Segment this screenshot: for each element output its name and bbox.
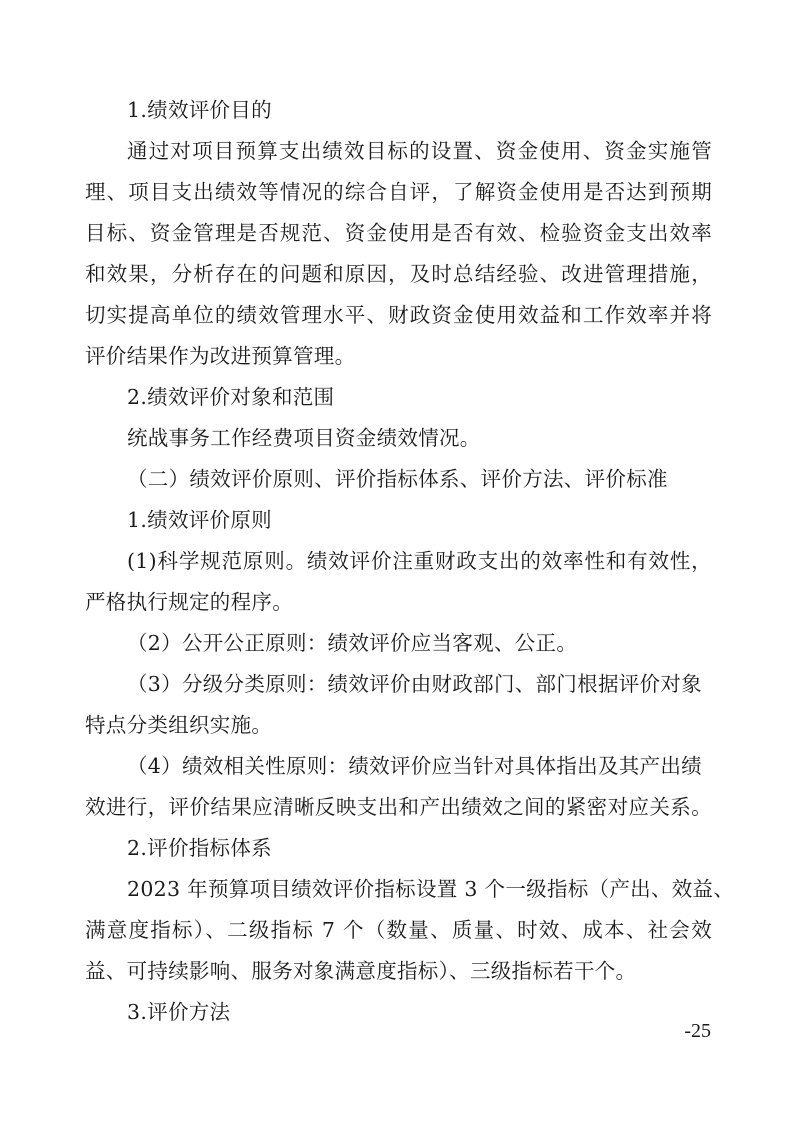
paragraph-line: 2023 年预算项目绩效评价指标设置 3 个一级指标（产出、效益、 [127,877,735,901]
heading-evaluation-principles: 1.绩效评价原则 [127,508,272,532]
heading-indicator-system: 2.评价指标体系 [127,836,272,860]
paragraph-line: 特点分类组织实施。 [85,713,273,737]
heading-evaluation-purpose: 1.绩效评价目的 [127,98,272,122]
page-number: -25 [684,1020,711,1042]
paragraph-line: 通过对项目预算支出绩效目标的设置、资金使用、资金实施管 [127,139,712,163]
paragraph-line: 满意度指标）、二级指标 7 个（数量、质量、时效、成本、社会效 [85,918,712,942]
heading-evaluation-scope: 2.绩效评价对象和范围 [127,385,335,409]
paragraph-line: 和效果，分析存在的问题和原因，及时总结经验、改进管理措施， [85,262,712,286]
paragraph-line: 效进行，评价结果应清晰反映支出和产出绩效之间的紧密对应关系。 [85,795,712,819]
paragraph-line: 理、项目支出绩效等情况的综合自评，了解资金使用是否达到预期 [85,180,712,204]
paragraph-line: 目标、资金管理是否规范、资金使用是否有效、检验资金支出效率 [85,221,712,245]
paragraph-line: 严格执行规定的程序。 [85,590,293,614]
paragraph-line: （3）分级分类原则：绩效评价由财政部门、部门根据评价对象 [127,672,702,696]
paragraph-line: 切实提高单位的绩效管理水平、财政资金使用效益和工作效率并将 [85,303,712,327]
paragraph-line: （4）绩效相关性原则：绩效评价应当针对具体指出及其产出绩 [127,754,702,778]
paragraph-line: 益、可持续影响、服务对象满意度指标）、三级指标若干个。 [85,959,637,983]
paragraph-line: 统战事务工作经费项目资金绩效情况。 [127,426,481,450]
section-heading-principles: （二）绩效评价原则、评价指标体系、评价方法、评价标准 [127,467,668,491]
paragraph-line: (1)科学规范原则。绩效评价注重财政支出的效率性和有效性， [127,549,712,573]
paragraph-line: 评价结果作为改进预算管理。 [85,344,356,368]
paragraph-line: （2）公开公正原则：绩效评价应当客观、公正。 [127,631,578,655]
heading-evaluation-method: 3.评价方法 [127,1000,231,1024]
